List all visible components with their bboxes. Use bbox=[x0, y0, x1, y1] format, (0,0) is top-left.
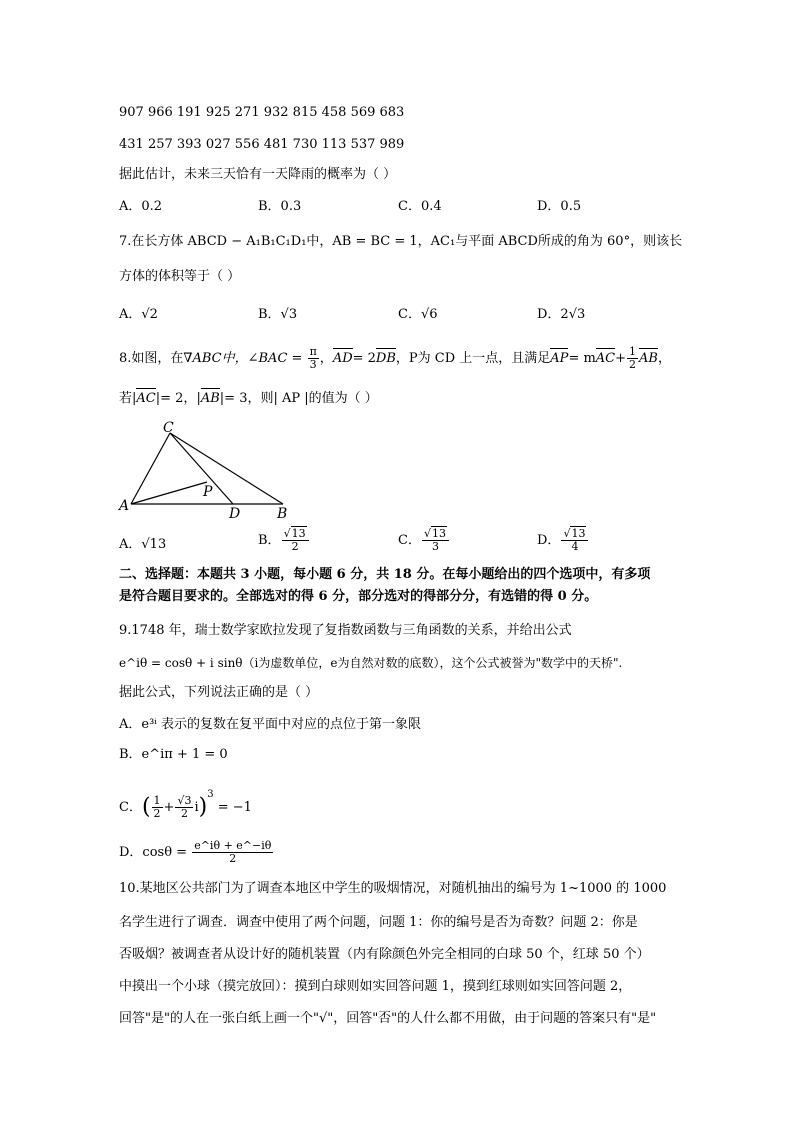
q9-line-3: 据此公式，下列说法正确的是（ ） bbox=[119, 685, 319, 700]
section-2-heading-line-2: 是符合题目要求的。全部选对的得 6 分，部分选对的得部分分，有选错的得 0 分。 bbox=[119, 589, 598, 604]
vector-ad: AD bbox=[332, 351, 353, 366]
q6-option-d: D．0.5 bbox=[537, 199, 582, 214]
q6-question-tail: 据此估计，未来三天恰有一天降雨的概率为（ ） bbox=[119, 167, 397, 182]
random-numbers-row-2: 431 257 393 027 556 481 730 113 537 989 bbox=[119, 137, 405, 152]
vector-ab-abs: AB bbox=[200, 391, 220, 406]
q7-line-1: 7.在长方体 ABCD − A₁B₁C₁D₁中，AB = BC = 1，AC₁与平面 ABCD所成的角为 60°，则该长 bbox=[119, 234, 683, 249]
pi-over-3: $\frac{\pi}{3}$ bbox=[309, 345, 317, 371]
vector-ap: AP bbox=[550, 351, 569, 366]
q7-option-b: B．√3 bbox=[258, 307, 298, 322]
one-half: $\frac{1}{2}$ bbox=[629, 345, 637, 371]
section-2-heading-line-1: 二、选择题：本题共 3 小题，每小题 6 分，共 18 分。在每小题给出的四个选项中，有多项 bbox=[119, 567, 651, 582]
q8-option-c: C． $\frac{√13}{3}$ bbox=[398, 528, 450, 553]
edge-ac bbox=[131, 433, 170, 504]
q9-line-2: e^iθ = cosθ + i sinθ（i为虚数单位，e为自然对数的底数），这个公式被誉为"数学中的天桥". bbox=[119, 656, 623, 670]
q7-option-c: C．√6 bbox=[398, 307, 438, 322]
q10-line-2: 名学生进行了调查．调查中使用了两个问题，问题 1：你的编号是否为奇数？问题 2：你是 bbox=[119, 915, 638, 930]
q9-line-1: 9.1748 年，瑞士数学家欧拉发现了复指数函数与三角函数的关系，并给出公式 bbox=[119, 623, 572, 638]
q7-option-a: A．√2 bbox=[119, 307, 158, 322]
edge-cb bbox=[170, 433, 283, 504]
q8-line-1: 8.如图，在∇ABC中，∠BAC = $\frac{\pi}{3}$ ，AD= 2DB，P为 CD 上一点，且满足AP= mAC+ $\frac{1}{2}$ AB， bbox=[119, 345, 672, 371]
triangle-figure bbox=[115, 418, 305, 518]
q9-option-c: C．( $\frac{1}{2}$ + $\frac{√3}{2}$ i)$^3$ = −1 bbox=[119, 789, 252, 820]
q10-line-5: 回答"是"的人在一张白纸上画一个"√"，回答"否"的人什么都不用做，由于问题的答案只有"是" bbox=[119, 1011, 657, 1026]
vector-ac-abs: AC bbox=[136, 391, 156, 406]
q6-option-c: C．0.4 bbox=[398, 199, 442, 214]
q8-option-b: B． $\frac{√13}{2}$ bbox=[258, 528, 310, 553]
label-p: P bbox=[203, 484, 213, 500]
edge-cd bbox=[170, 433, 233, 504]
label-a: A bbox=[119, 498, 130, 514]
q10-line-1: 10.某地区公共部门为了调查本地区中学生的吸烟情况，对随机抽出的编号为 1~1000 的 1000 bbox=[119, 881, 667, 896]
vector-db: DB bbox=[375, 351, 396, 366]
label-b: B bbox=[277, 506, 288, 518]
vector-ac: AC bbox=[595, 351, 616, 366]
q6-option-a: A．0.2 bbox=[119, 199, 163, 214]
vector-ab: AB bbox=[639, 351, 658, 366]
q8-option-a: A．√13 bbox=[119, 537, 167, 552]
q6-option-b: B．0.3 bbox=[258, 199, 302, 214]
label-d: D bbox=[229, 506, 241, 518]
q9-option-d: D．cosθ = $\frac{e\^{}i\theta + e\^{}-i\theta}{2}$ bbox=[119, 839, 272, 865]
q10-line-4: 中摸出一个小球（摸完放回）：摸到白球则如实回答问题 1，摸到红球则如实回答问题 2， bbox=[119, 979, 632, 994]
triangle-symbol: ∇ bbox=[183, 351, 193, 366]
segment-ap bbox=[131, 482, 207, 504]
q7-line-2: 方体的体积等于（ ） bbox=[119, 269, 241, 284]
q9-option-a: A．e³ⁱ 表示的复数在复平面中对应的点位于第一象限 bbox=[119, 717, 422, 732]
q7-option-d: D．2√3 bbox=[537, 307, 586, 322]
label-c: C bbox=[163, 420, 174, 436]
q8-line-2: 若|AC|= 2，|AB|= 3，则| AP |的值为（ ） bbox=[119, 391, 378, 406]
random-numbers-row-1: 907 966 191 925 271 932 815 458 569 683 bbox=[119, 105, 405, 120]
q9-option-b: B．e^iπ + 1 = 0 bbox=[119, 747, 228, 762]
q8-option-d: D． $\frac{√13}{4}$ bbox=[537, 528, 589, 553]
q10-line-3: 否吸烟？被调查者从设计好的随机装置（内有除颜色外完全相同的白球 50 个，红球 50 个） bbox=[119, 947, 650, 962]
